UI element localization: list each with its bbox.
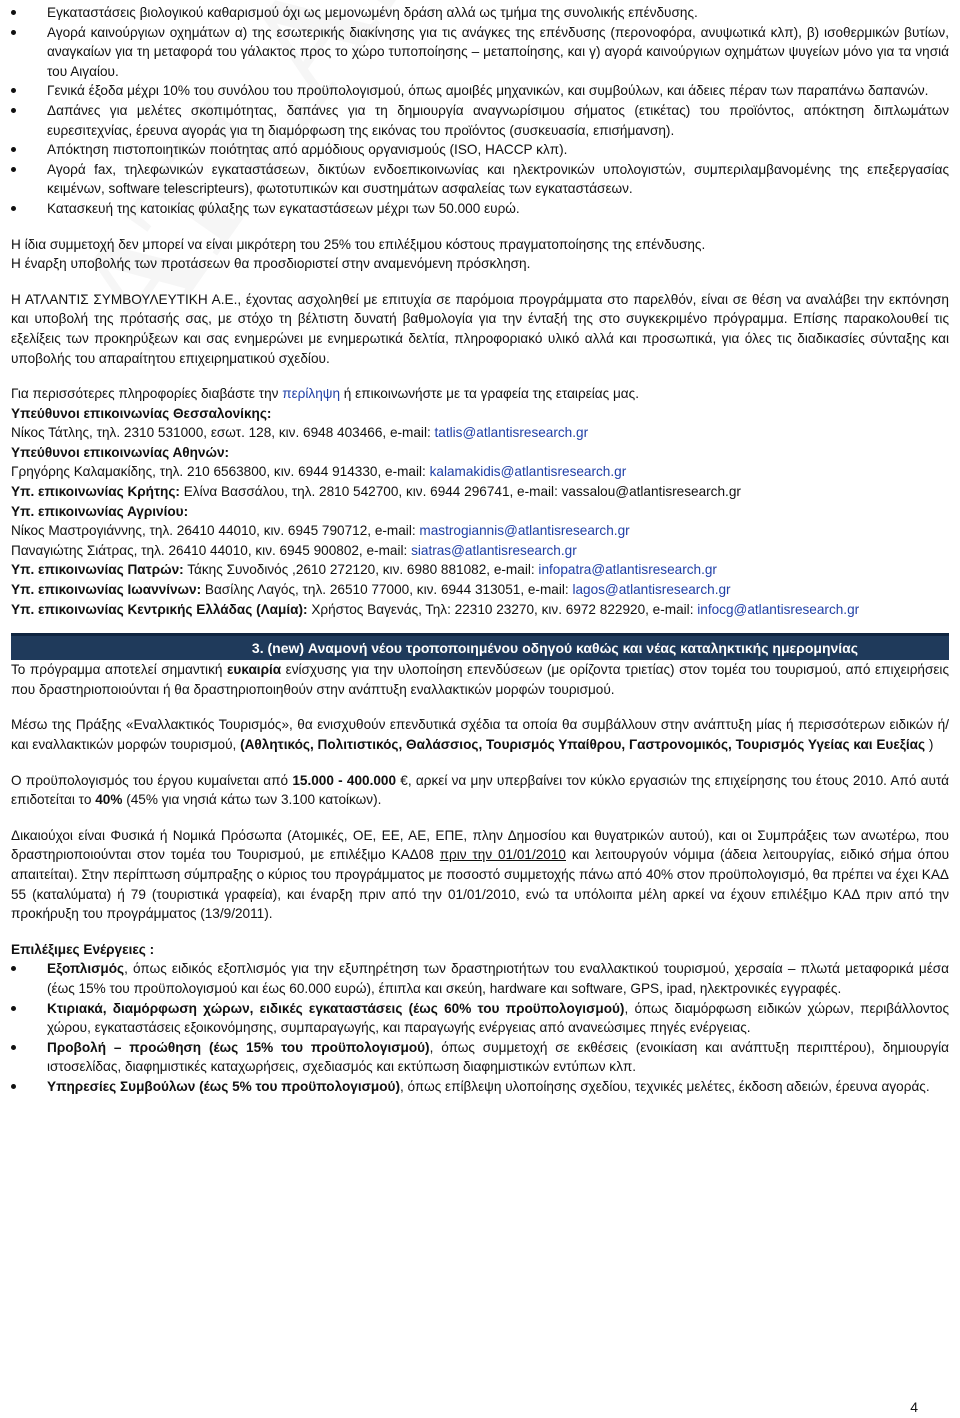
list-item: Εγκαταστάσεις βιολογικού καθαρισμού όχι ως μεμονωμένη δράση αλλά ως τμήμα της συνολικής επένδυσης. [11, 3, 949, 23]
list-item: Προβολή – προώθηση (έως 15% του προϋπολογισμού), όπως συμμετοχή σε εκθέσεις (ενοικίαση και ανάπτυξη περιπτέρου), δημιουργία ιστοσελίδας, διαφημιστικές καταχωρήσεις, σχεδιασμός και εκτύπωση διαφημιστικών εντύπων κλπ. [11, 1038, 949, 1077]
bullet-icon [11, 1084, 16, 1089]
list-item: Απόκτηση πιστοποιητικών ποιότητας από αρμόδιους οργανισμούς (ISO, HACCP κλπ). [11, 140, 949, 160]
bullet-icon [11, 108, 16, 113]
list-item: Κτιριακά, διαμόρφωση χώρων, ειδικές εγκαταστάσεις (έως 60% του προϋπολογισμού), όπως διαμόρφωση ειδικών χώρων, περιβάλλοντος χώρου, εγκαταστάσεις εξοικονόμησης, συμπαραγωγής, και παραγωγής ενέργειας από ανανεώσιμες πηγές ενέργειας. [11, 999, 949, 1038]
more-info-paragraph: Για περισσότερες πληροφορίες διαβάστε την περίληψη ή επικοινωνήστε με τα γραφεία της εταιρείας μας. [11, 386, 639, 402]
s3-tourism-types-paragraph: Μέσω της Πράξης «Εναλλακτικός Τουρισμός», θα ενισχυθούν επενδυτικά σχέδια τα οποία θα συμβάλλουν στην ανάπτυξη μίας ή περισσότερων ειδικών ή/και εναλλακτικών μορφών τουρισμού, (Αθλητικός, Πολιτιστικός, Θαλάσσιος, Τουρισμός Υπαίθρου, Γαστρονομικός, Τουρισμός Υγείας και Ευεξίας ) [11, 717, 949, 752]
list-item: Αγορά fax, τηλεφωνικών εγκαταστάσεων, δικτύων ενδοεπικοινωνίας και ηλεκτρονικών υπολογιστών, συμπεριλαμβανομένης της επεξεργασίας κειμένων, software telescripteurs), φωτοτυπικών και συστημάτων ασφαλείας των εγκαταστάσεων. [11, 160, 949, 199]
bullet-icon [11, 1045, 16, 1050]
contact-heading: Υπεύθυνοι επικοινωνίας Θεσσαλονίκης: [11, 405, 272, 421]
bullet-icon [11, 147, 16, 152]
contact-heading: Υπ. επικοινωνίας Ιωαννίνων: [11, 582, 202, 598]
summary-link[interactable]: περίληψη [282, 386, 341, 402]
list-item: Εξοπλισμός, όπως ειδικός εξοπλισμός για την εξυπηρέτηση των δραστηριοτήτων του εναλλακτικού τουρισμού, χερσαία – πλωτά μεταφορικά μέσα (έως 15% του προϋπολογισμού και έως 60.000 ευρώ), έπιπλα και σκεύη, hardware και software, GPS, ipad, ηλεκτρονικές εγγραφές. [11, 959, 949, 998]
email-link[interactable]: lagos@atlantisresearch.gr [572, 582, 731, 598]
list-item: Υπηρεσίες Συμβούλων (έως 5% του προϋπολογισμού), όπως επίβλεψη υλοποίησης σχεδίου, τεχνικές μελέτες, έκδοση αδειών, έρευνα αγοράς. [11, 1077, 949, 1097]
email-link[interactable]: mastrogiannis@atlantisresearch.gr [419, 523, 630, 539]
contact-heading: Υπ. επικοινωνίας Αγρινίου: [11, 503, 189, 519]
bullet-icon [11, 88, 16, 93]
expense-bullet-list [11, 3, 949, 219]
contact-heading: Υπεύθυνοι επικοινωνίας Αθηνών: [11, 444, 230, 460]
contact-heading: Υπ. επικοινωνίας Κρήτης: [11, 484, 180, 500]
s3-intro-paragraph: Το πρόγραμμα αποτελεί σημαντική ευκαιρία ενίσχυσης για την υλοποίηση επενδύσεων (με ορίζοντα τριετίας) στον τομέα του τουρισμού, από επιχειρήσεις που δραστηριοποιούνται ή θα δραστηριοποιηθούν στην ανάπτυξη εναλλακτικών μορφών τουρισμού. [11, 662, 950, 697]
contact-heading: Υπ. επικοινωνίας Πατρών: [11, 562, 184, 578]
list-item: Γενικά έξοδα μέχρι 10% του συνόλου του προϋπολογισμού, όπως αμοιβές μηχανικών, και συμβούλων, και άδειες πέραν των παραπάνω δαπανών. [11, 81, 949, 101]
s3-budget-paragraph: Ο προϋπολογισμός του έργου κυμαίνεται από 15.000 - 400.000 €, αρκεί να μην υπερβαίνει τον κύκλο εργασιών της επιχείρησης του έτους 2010. Από αυτά επιδοτείται το 40% (45% για νησιά κάτω των 3.100 κατοίκων). [11, 772, 949, 808]
bullet-icon [11, 30, 16, 35]
list-item: Αγορά καινούργιων οχημάτων α) της εσωτερικής διακίνησης για τις ανάγκες της επένδυσης (περονοφόρα, ανυψωτικά κλπ), β) ισοθερμικών βυτίων, αναγκαίων για τη μεταφορά του γάλακτος προς το χώρο τυποποίησης – μεταποίησης, και γ) αγορά καινούργιων οχημάτων ψυγείων μόνο για τα νησιά του Αιγαίου. [11, 23, 949, 82]
bullet-icon [11, 167, 16, 172]
contacts-block: Υπεύθυνοι επικοινωνίας Θεσσαλονίκης: Νίκος Τάτλης, τηλ. 2310 531000, εσωτ. 128, κιν. 6948 403466, e-mail: tatlis@atlantisresearch.gr Υπεύθυνοι επικοινωνίας Αθηνών: Γρηγόρης Καλαμακίδης, τηλ. 210 6563800, κιν. 6944 914330, e-mail: kalamakidis@atlantisresearch.gr Υπ. επικοινωνίας Κρήτης: Ελίνα Βασσάλου, τηλ. 2810 542700, κιν. 6944 296741, e-mail: vassalou@atlantisresearch.gr Υπ. επικοινωνίας Αγρινίου: Νίκος Μαστρογιάννης, τηλ. 26410 44010, κιν. 6945 790712, e-mail: mastrogiannis@atlantisresearch.gr Παναγιώτης Σιάτρας, τηλ. 26410 44010, κιν. 6945 900802, e-mail: siatras@atlantisresearch.gr Υπ. επικοινωνίας Πατρών: Τάκης Συνοδινός ,2610 272120, κιν. 6980 881082, e-mail: infopatra@atlantisresearch.gr Υπ. επικοινωνίας Ιωαννίνων: Βασίλης Λαγός, τηλ. 26510 77000, κιν. 6944 313051, e-mail: lagos@atlantisresearch.gr Υπ. επικοινωνίας Κεντρικής Ελλάδας (Λαμία): Χρήστος Βαγενάς, Τηλ: 22310 23270, κιν. 6972 822920, e-mail: infocg@atlantisresearch.gr [11, 405, 860, 617]
submission-start-paragraph: Η έναρξη υποβολής των προτάσεων θα προσδιοριστεί στην αναμενόμενη πρόσκληση. [11, 256, 531, 272]
list-item: Δαπάνες για μελέτες σκοπιμότητας, δαπάνες για τη δημιουργία αναγνωρίσιμου σήματος (ετικέτας) του προϊόντος, απόκτηση διπλωμάτων ευρεσιτεχνίας, έρευνα αγοράς για τη διαμόρφωση της εικόνας του προϊόντος (συσκευασία, επισήμανση). [11, 101, 949, 140]
eligible-actions-list [11, 959, 949, 1096]
email-link[interactable]: siatras@atlantisresearch.gr [411, 542, 577, 558]
bullet-icon [11, 1006, 16, 1011]
eligible-actions-heading: Επιλέξιμες Ενέργειες : [11, 941, 155, 957]
s3-beneficiaries-paragraph: Δικαιούχοι είναι Φυσικά ή Νομικά Πρόσωπα (Ατομικές, ΟΕ, ΕΕ, ΑΕ, ΕΠΕ, πλην Δημοσίου και θυγατρικών αυτού), και οι Συμπράξεις των ανωτέρω, που δραστηριοποιούνται στον τομέα του Τουρισμού, με επιλέξιμο ΚΑΔ08 πριν την 01/01/2010 και λειτουργούν νόμιμα (άδεια λειτουργίας, ειδικό σήμα όπου απαιτείται). Στην περίπτωση σύμπραξης ο κύριος του προγράμματος με ποσοστό συμμετοχής πάνω από 40% στον προϋπολογισμό, θα πρέπει να έχει ΚΑΔ 55 (καταλύματα) ή 79 (τουριστικά γραφεία), και έναρξη πριν από την 01/01/2010, ενώ τα υπόλοιπα μέλη αρκεί να έχουν επιλέξιμο ΚΑΔ πριν από την προκήρυξη του προγράμματος (13/9/2011). [11, 827, 950, 922]
section-3-header: 3. (new) Αναμονή νέου τροποποιημένου οδηγού καθώς και νέας καταληκτικής ημερομηνίας [11, 633, 949, 660]
document-page [11, 3, 949, 1097]
email-link[interactable]: tatlis@atlantisresearch.gr [434, 425, 589, 441]
bullet-icon [11, 206, 16, 211]
participation-paragraph: Η ίδια συμμετοχή δεν μπορεί να είναι μικρότερη του 25% του επιλέξιμου κόστους πραγματοποίησης της επένδυσης. [11, 236, 706, 252]
email-link[interactable]: infopatra@atlantisresearch.gr [538, 562, 717, 578]
bullet-icon [11, 966, 16, 971]
contact-heading: Υπ. επικοινωνίας Κεντρικής Ελλάδας (Λαμία): [11, 601, 308, 617]
page-number: 4 [910, 1399, 918, 1415]
bullet-icon [11, 10, 16, 15]
email-link[interactable]: infocg@atlantisresearch.gr [697, 601, 860, 617]
email-link[interactable]: kalamakidis@atlantisresearch.gr [429, 464, 627, 480]
atlantis-paragraph: Η ΑΤΛΑΝΤΙΣ ΣΥΜΒΟΥΛΕΥΤΙΚΗ Α.Ε., έχοντας ασχοληθεί με επιτυχία σε παρόμοια προγράμματα στο παρελθόν, είναι σε θέση να αναλάβει την εκπόνηση και υποβολή της πρότασής σας, με στόχο τη βέλτιστη δυνατή βαθμολογία για την ένταξή της στο συγκεκριμένο πρόγραμμα. Επίσης παρακολουθεί τις εξελίξεις των προκηρύξεων και σας ενημερώνει με ενημερωτικά δελτία, πληροφοριακό υλικό αλλά και προσωπικά, για όλες τις διαδικασίες σύνταξης και υποβολής του απαραίτητου επιχειρηματικού σχεδίου. [11, 291, 949, 366]
list-item: Κατασκευή της κατοικίας φύλαξης των εγκαταστάσεων μέχρι των 50.000 ευρώ. [11, 199, 949, 219]
